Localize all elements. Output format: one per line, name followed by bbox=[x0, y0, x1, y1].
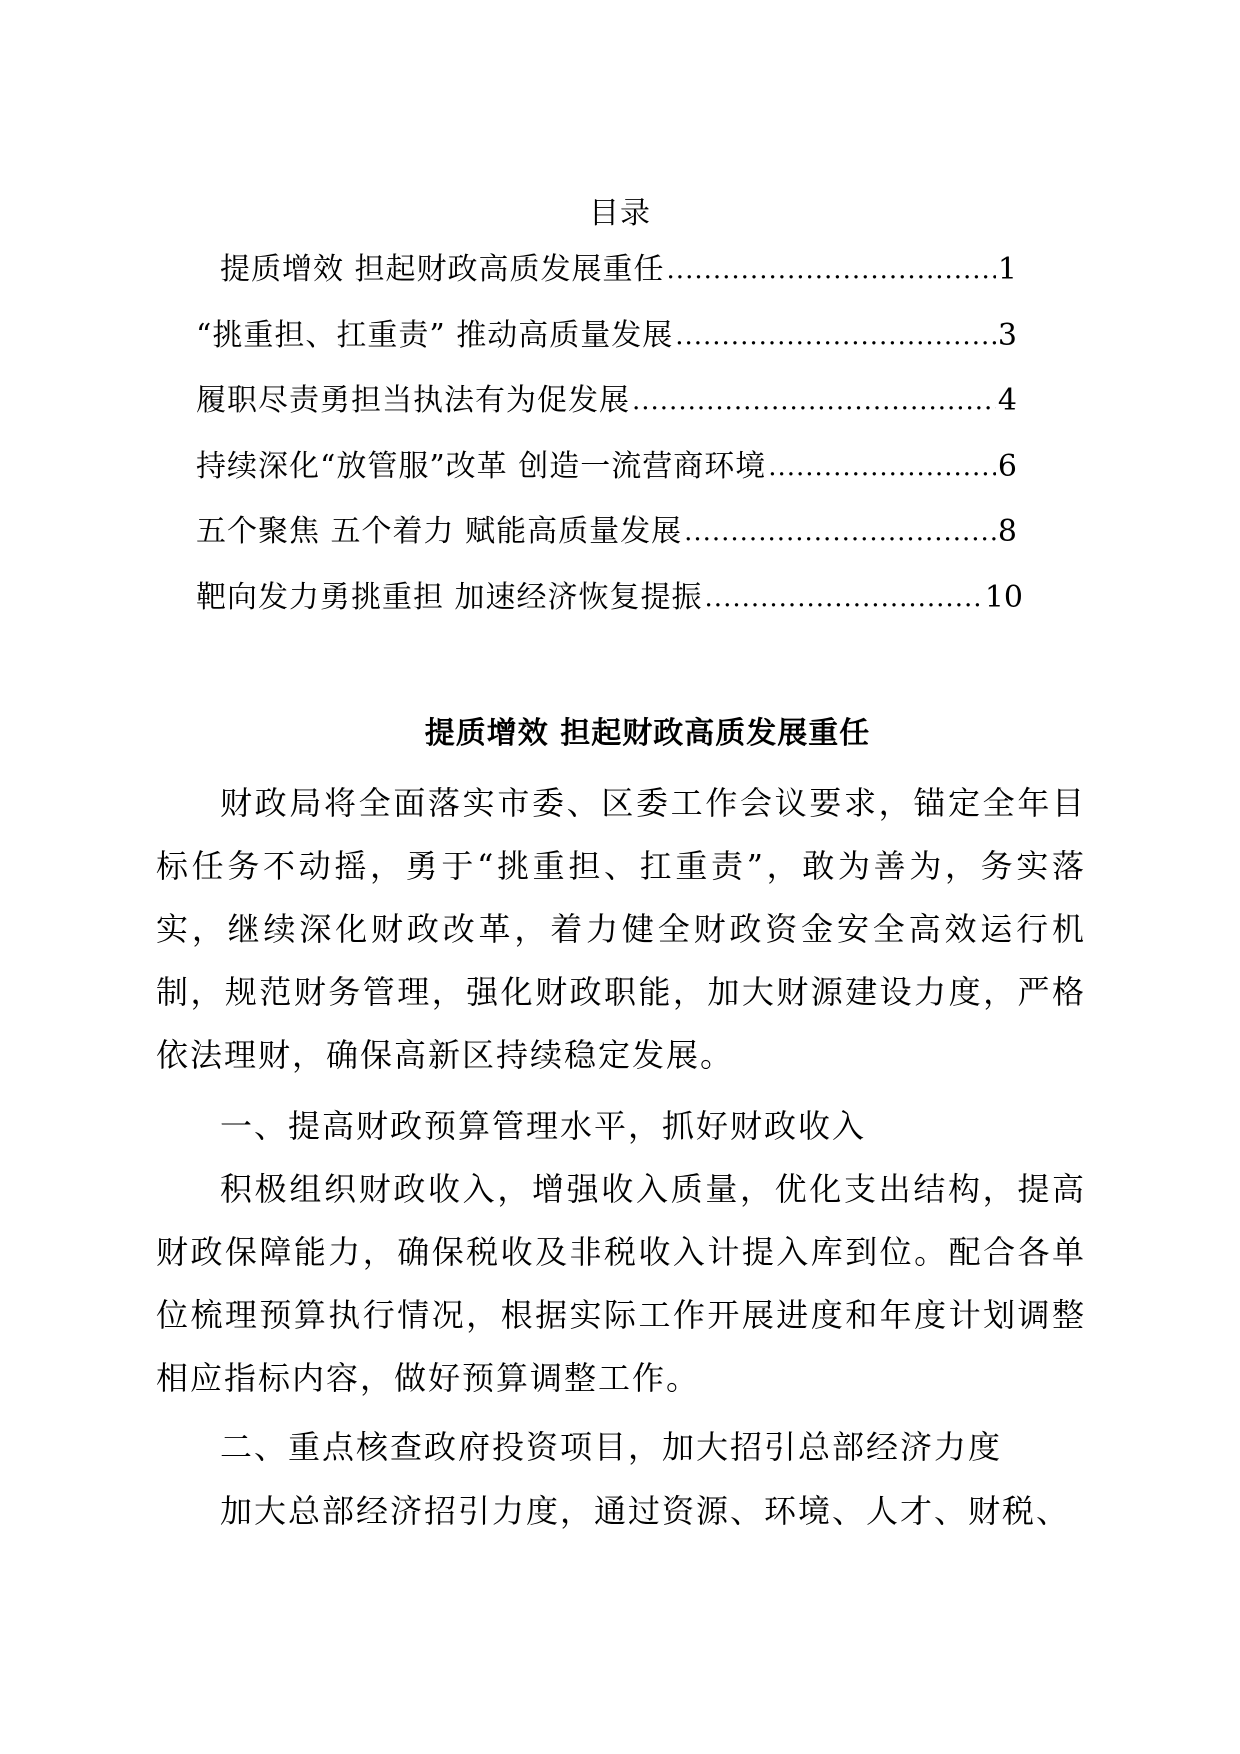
section-body-paragraph: 积极组织财政收入，增强收入质量，优化支出结构，提高财政保障能力，确保税收及非税收入计提入库到位。配合各单位梳理预算执行情况，根据实际工作开展进度和年度计划调整相应指标内容，做好预算调整工作。 bbox=[156, 1170, 1086, 1397]
toc-leader-dots bbox=[705, 576, 983, 620]
toc-entry-text: 提质增效 担起财政高质发展重任 bbox=[220, 252, 665, 287]
section-body-paragraph: 加大总部经济招引力度，通过资源、环境、人才、财税、 bbox=[220, 1492, 1071, 1530]
toc-entry[interactable] bbox=[196, 379, 1017, 423]
toc-entry-text: 履职尽责勇担当执法有为促发展 bbox=[196, 383, 630, 418]
toc-entry[interactable] bbox=[196, 445, 1017, 489]
section-heading: 一、提高财政预算管理水平，抓好财政收入 bbox=[220, 1107, 867, 1145]
toc-entry-text: 五个聚焦 五个着力 赋能高质量发展 bbox=[196, 514, 683, 549]
toc-entry-page: 3 bbox=[997, 318, 1017, 353]
toc-leader-dots bbox=[675, 314, 996, 358]
toc-entry-page: 8 bbox=[997, 514, 1017, 549]
toc-entry-page: 1 bbox=[997, 252, 1017, 287]
article-intro-paragraph: 财政局将全面落实市委、区委工作会议要求，锚定全年目标任务不动摇，勇于“挑重担、扛重责”，敢为善为，务实落实，继续深化财政改革，着力健全财政资金安全高效运行机制，规范财务管理，强化财政职能，加大财源建设力度，严格依法理财，确保高新区持续稳定发展。 bbox=[156, 784, 1086, 1074]
toc-entry-page: 10 bbox=[984, 580, 1023, 615]
toc-entry-text: “挑重担、扛重责” 推动高质量发展 bbox=[196, 318, 674, 353]
toc-leader-dots bbox=[667, 248, 996, 292]
toc-entry-text: 持续深化“放管服”改革 创造一流营商环境 bbox=[196, 449, 767, 484]
toc-entry-page: 4 bbox=[997, 383, 1017, 418]
toc-entry-text: 靶向发力勇挑重担 加速经济恢复提振 bbox=[196, 580, 703, 615]
toc-leader-dots bbox=[684, 510, 996, 554]
toc-entry[interactable] bbox=[196, 576, 1023, 620]
toc-entry[interactable] bbox=[196, 510, 1017, 554]
article-title: 提质增效 担起财政高质发展重任 bbox=[424, 716, 871, 751]
toc-leader-dots bbox=[632, 379, 996, 423]
toc-leader-dots bbox=[768, 445, 996, 489]
section-heading: 二、重点核查政府投资项目，加大招引总部经济力度 bbox=[220, 1428, 1003, 1466]
toc-entry[interactable] bbox=[196, 314, 1017, 358]
toc-entry[interactable] bbox=[220, 248, 1017, 292]
toc-title: 目录 bbox=[589, 196, 651, 231]
toc-entry-page: 6 bbox=[997, 449, 1017, 484]
